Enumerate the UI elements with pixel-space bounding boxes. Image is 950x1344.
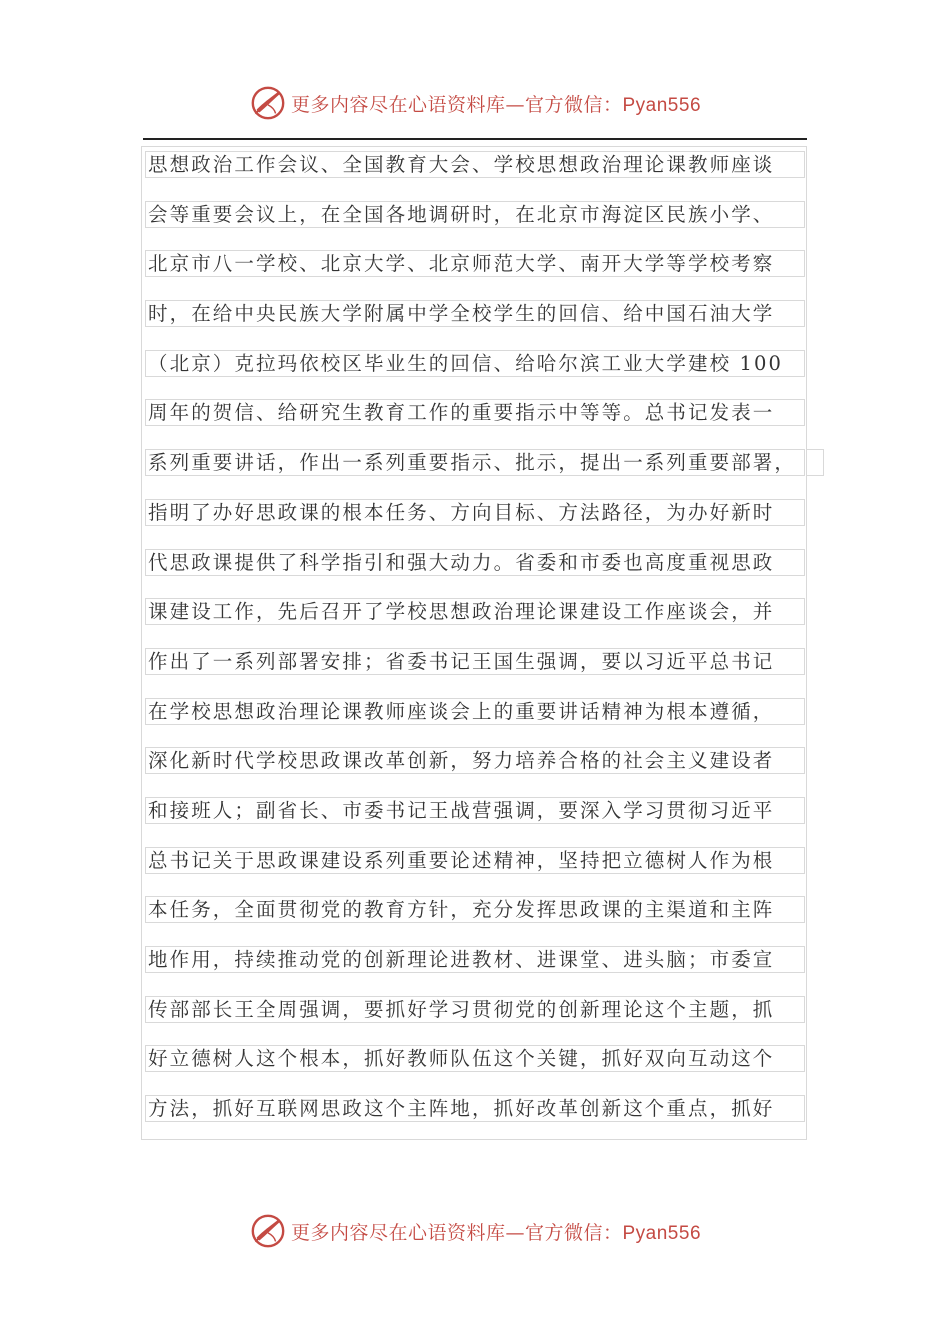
- header-rule: [143, 138, 807, 140]
- header-banner-text: [291, 90, 701, 117]
- footer-banner-text: [291, 1218, 701, 1245]
- text-line: 方法，抓好互联网思政这个主阵地，抓好改革创新这个重点，抓好: [145, 1095, 805, 1122]
- text-line: 好立德树人这个根本，抓好教师队伍这个关键，抓好双向互动这个: [145, 1045, 805, 1072]
- text-line: 思想政治工作会议、全国教育大会、学校思想政治理论课教师座谈: [145, 151, 805, 178]
- text-line: 系列重要讲话，作出一系列重要指示、批示，提出一系列重要部署，: [145, 449, 805, 476]
- text-line: 时，在给中央民族大学附属中学全校学生的回信、给中国石油大学: [145, 300, 805, 327]
- text-line: 北京市八一学校、北京大学、北京师范大学、南开大学等学校考察: [145, 250, 805, 277]
- text-line: 周年的贺信、给研究生教育工作的重要指示中等等。总书记发表一: [145, 399, 805, 426]
- text-line: 传部部长王全周强调，要抓好学习贯彻党的创新理论这个主题，抓: [145, 996, 805, 1023]
- text-line: 课建设工作，先后召开了学校思想政治理论课建设工作座谈会，并: [145, 598, 805, 625]
- pen-logo-icon: [249, 84, 287, 122]
- header-banner-id: Pyan556: [622, 94, 702, 116]
- text-line: 本任务，全面贯彻党的教育方针，充分发挥思政课的主渠道和主阵: [145, 896, 805, 923]
- footer-banner: [0, 1208, 950, 1254]
- footer-banner-cn: 更多内容尽在心语资料库—官方微信：: [290, 1221, 623, 1244]
- text-line: 深化新时代学校思政课改革创新，努力培养合格的社会主义建设者: [145, 747, 805, 774]
- header-banner-cn: 更多内容尽在心语资料库—官方微信：: [290, 93, 623, 116]
- text-line: 指明了办好思政课的根本任务、方向目标、方法路径，为办好新时: [145, 499, 805, 526]
- text-line: 地作用，持续推动党的创新理论进教材、进课堂、进头脑；市委宣: [145, 946, 805, 973]
- text-line: 作出了一系列部署安排；省委书记王国生强调，要以习近平总书记: [145, 648, 805, 675]
- text-line: 会等重要会议上，在全国各地调研时，在北京市海淀区民族小学、: [145, 201, 805, 228]
- header-banner: [0, 80, 950, 126]
- footer-banner-id: Pyan556: [622, 1222, 702, 1244]
- pen-logo-icon: [249, 1212, 287, 1250]
- text-line: 代思政课提供了科学指引和强大动力。省委和市委也高度重视思政: [145, 549, 805, 576]
- text-line: 和接班人；副省长、市委书记王战营强调，要深入学习贯彻习近平: [145, 797, 805, 824]
- document-body: [145, 151, 805, 1145]
- text-line: 在学校思想政治理论课教师座谈会上的重要讲话精神为根本遵循，: [145, 698, 805, 725]
- text-line: 总书记关于思政课建设系列重要论述精神，坚持把立德树人作为根: [145, 847, 805, 874]
- text-line: （北京）克拉玛依校区毕业生的回信、给哈尔滨工业大学建校 100: [145, 350, 805, 377]
